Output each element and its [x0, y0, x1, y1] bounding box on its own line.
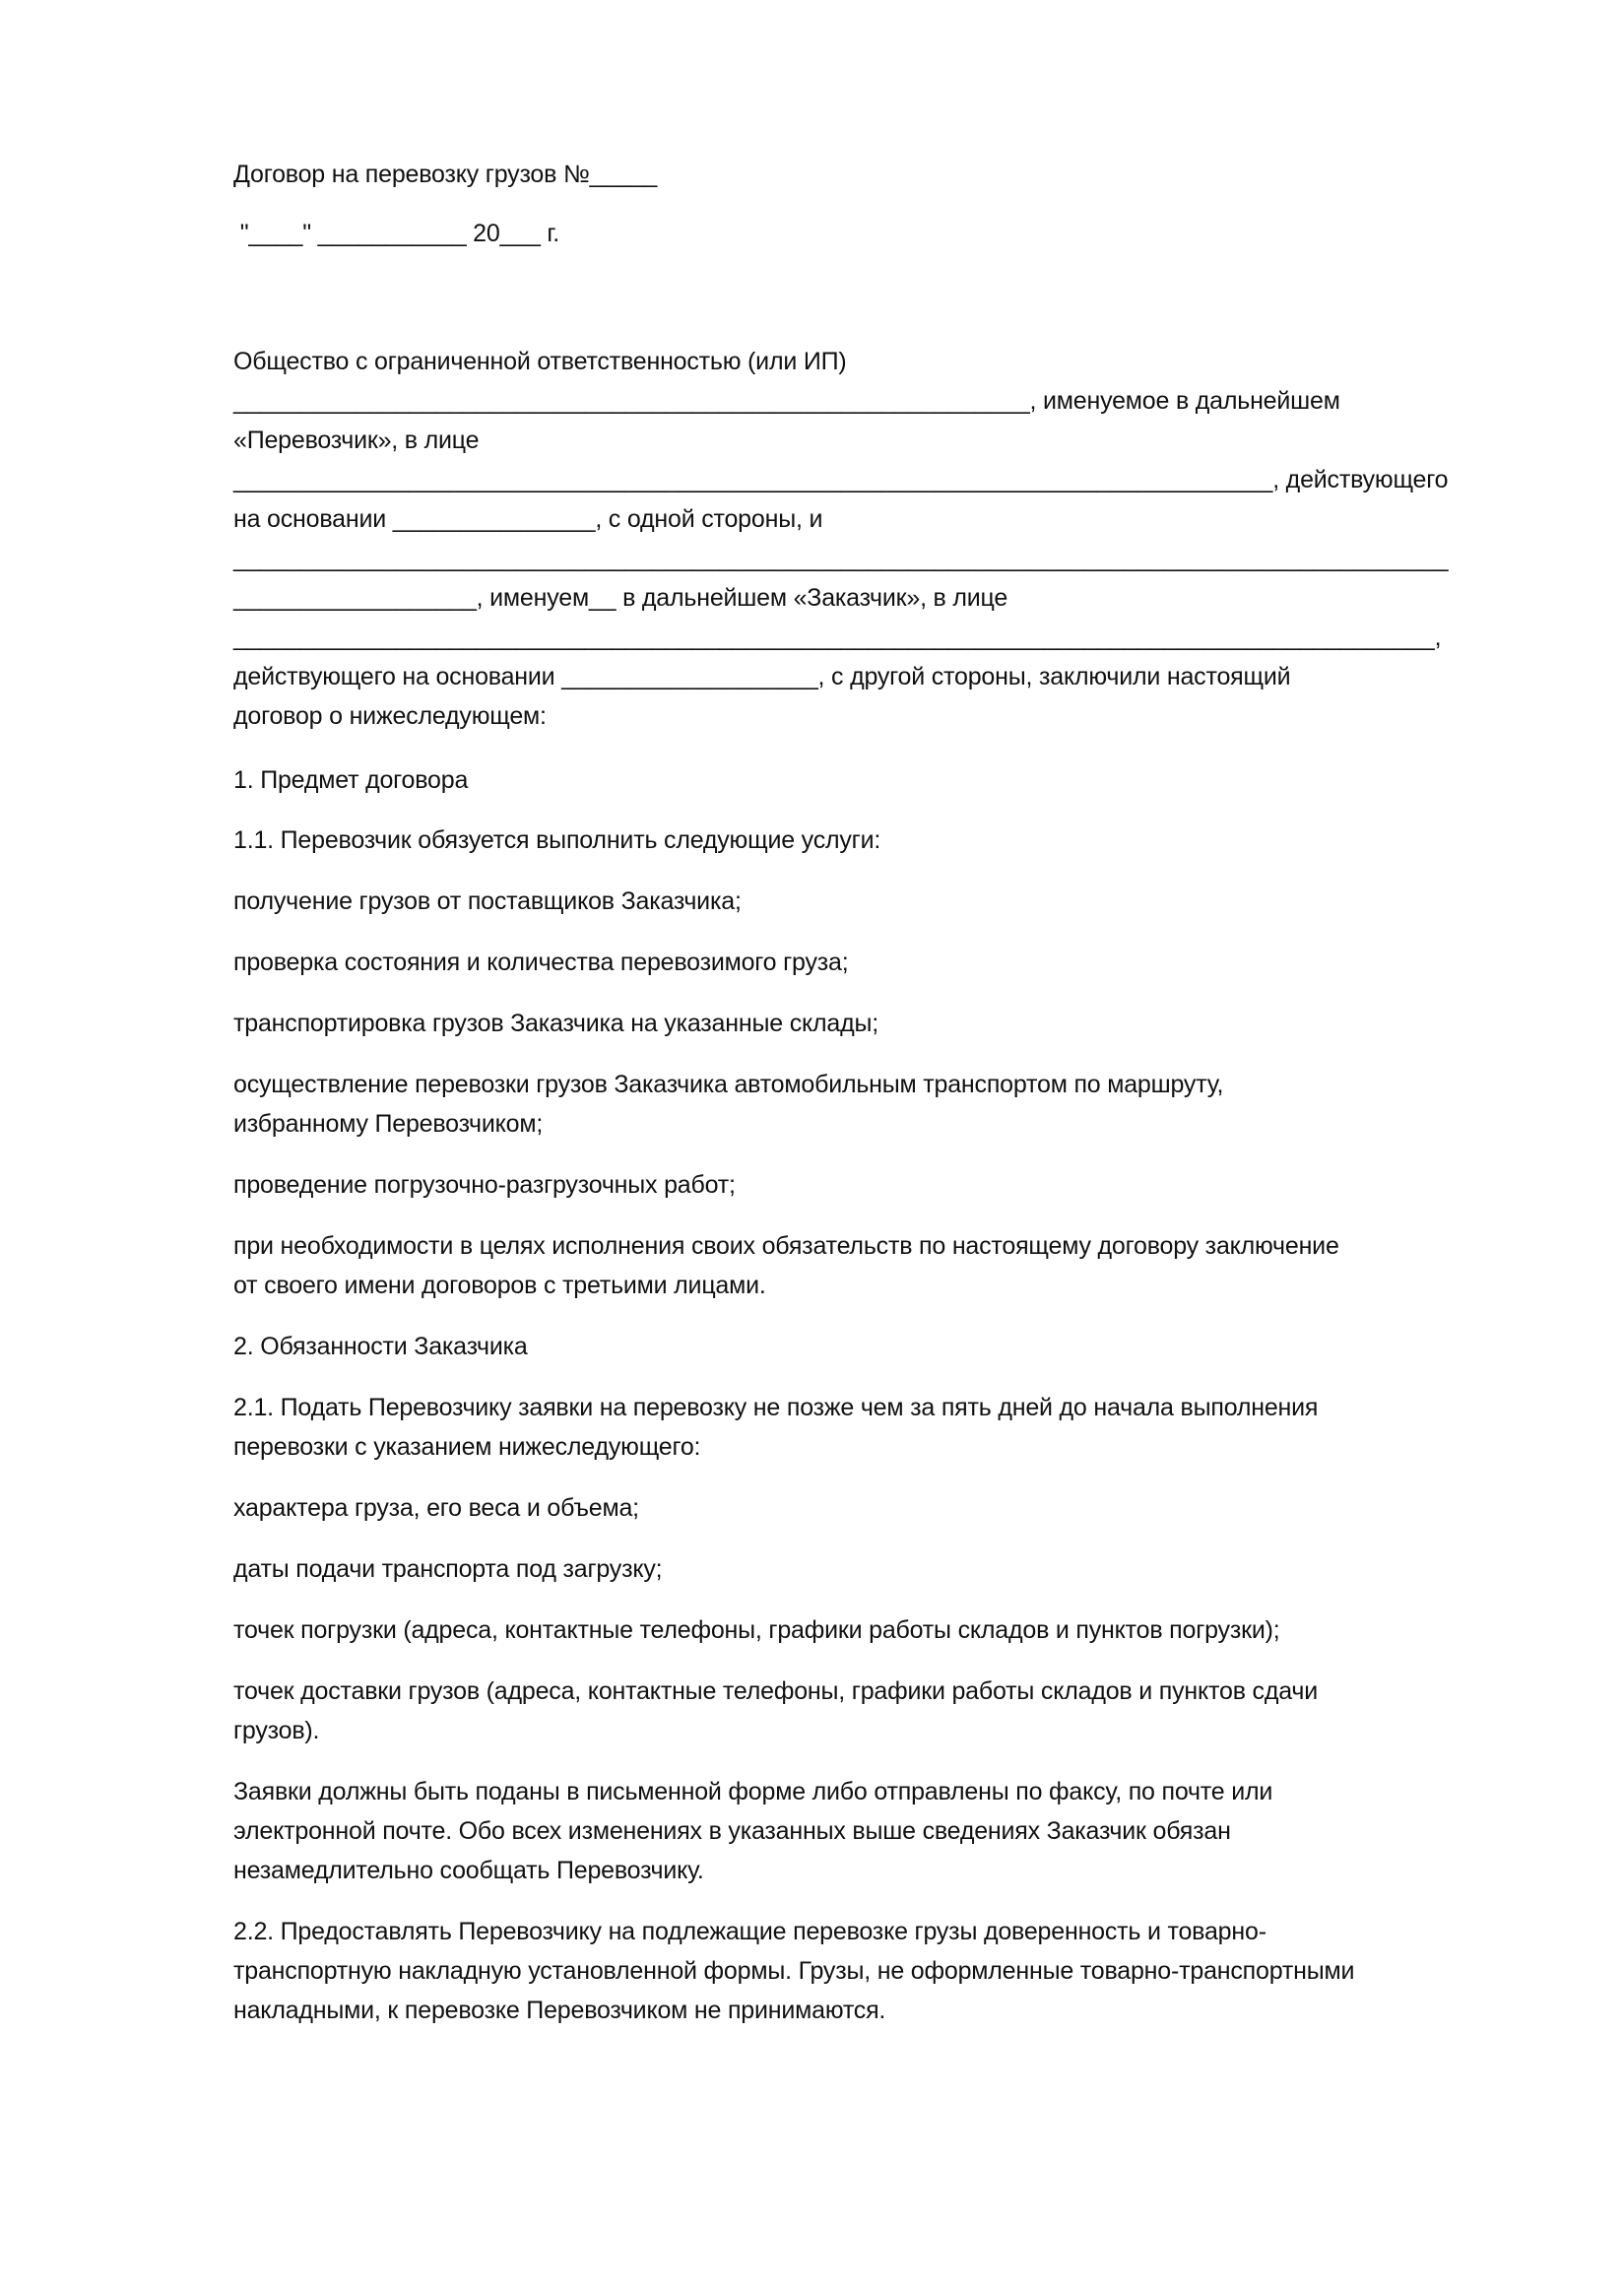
clause-2-2: накладными, к перевозке Перевозчиком не принимаются. — [233, 1997, 886, 2024]
list-item: осуществление перевозки грузов Заказчика автомобильным транспортом по маршруту, — [233, 1071, 1224, 1098]
preamble-line: _____________________________________________________________________________, действующего — [233, 466, 1449, 493]
section-heading: 1. Предмет договора — [233, 766, 469, 794]
preamble-line: __________________, именуем__ в дальнейшем «Заказчик», в лице — [233, 584, 1008, 612]
preamble-line: Общество с ограниченной ответственностью (или ИП) — [233, 348, 847, 375]
requests-note: электронной почте. Обо всех изменениях в указанных выше сведениях Заказчик обязан — [233, 1817, 1231, 1845]
requests-note: незамедлительно сообщать Перевозчику. — [233, 1857, 704, 1884]
preamble-line: на основании _______________, с одной стороны, и — [233, 505, 823, 533]
clause-2-2: 2.2. Предоставлять Перевозчику на подлежащие перевозке грузы доверенность и товарно- — [233, 1918, 1266, 1945]
clause-2-1-continuation: перевозки с указанием нижеследующего: — [233, 1433, 701, 1461]
list-item: при необходимости в целях исполнения своих обязательств по настоящему договору заключение — [233, 1232, 1339, 1260]
list-item: транспортировка грузов Заказчика на указанные склады; — [233, 1010, 879, 1037]
requests-note: Заявки должны быть поданы в письменной форме либо отправлены по факсу, по почте или — [233, 1778, 1273, 1805]
list-item-continuation: грузов). — [233, 1717, 320, 1744]
preamble-line: договор о нижеследующем: — [233, 702, 547, 730]
list-item: характера груза, его веса и объема; — [233, 1494, 639, 1522]
list-item: проведение погрузочно-разгрузочных работ; — [233, 1171, 736, 1199]
clause-2-2: транспортную накладную установленной формы. Грузы, не оформленные товарно-транспортными — [233, 1957, 1355, 1985]
list-item-continuation: от своего имени договоров с третьими лицами. — [233, 1272, 766, 1299]
list-item: точек погрузки (адреса, контактные телефоны, графики работы складов и пунктов погрузки); — [233, 1616, 1280, 1644]
list-item: проверка состояния и количества перевозимого груза; — [233, 949, 849, 976]
preamble-line: ___________________________________________________________, именуемое в дальнейшем — [233, 387, 1340, 415]
section-heading: 2. Обязанности Заказчика — [233, 1333, 528, 1360]
list-item: даты подачи транспорта под загрузку; — [233, 1555, 663, 1583]
preamble-line: __________________________________________________________________________________________ — [233, 545, 1449, 572]
preamble-line: «Перевозчик», в лице — [233, 426, 480, 454]
clause-2-1: 2.1. Подать Перевозчику заявки на перевозку не позже чем за пять дней до начала выполнения — [233, 1394, 1319, 1421]
list-item: точек доставки грузов (адреса, контактные телефоны, графики работы складов и пунктов сдачи — [233, 1677, 1318, 1705]
list-item: получение грузов от поставщиков Заказчика; — [233, 887, 742, 915]
preamble-line: _________________________________________________________________________________________, — [233, 623, 1442, 651]
document-title: Договор на перевозку грузов №_____ — [233, 161, 658, 188]
list-item-continuation: избранному Перевозчиком; — [233, 1110, 544, 1138]
clause-1-1: 1.1. Перевозчик обязуется выполнить следующие услуги: — [233, 826, 881, 854]
date-line: "____" ___________ 20___ г. — [233, 220, 560, 247]
preamble-line: действующего на основании ___________________, с другой стороны, заключили настоящий — [233, 663, 1291, 690]
